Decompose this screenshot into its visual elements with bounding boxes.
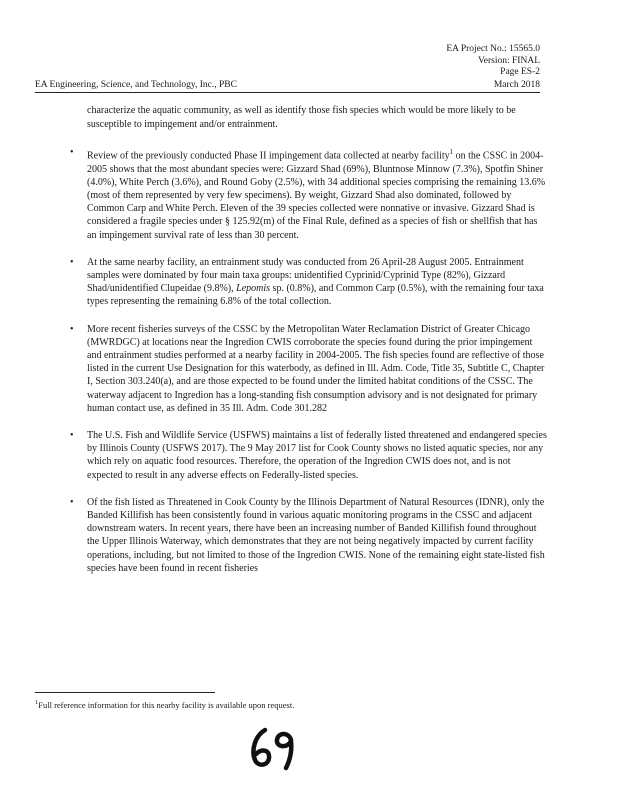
item-text-post: sp. (0.8%), and Common Carp (0.5%), with the remaining four taxa types representing the remaining 6.8% of the total collection. [87,283,544,308]
footnote [35,699,294,710]
list-item [70,496,547,575]
list-item [70,323,547,415]
findings-list [70,146,547,589]
footnote-ref: 1 [449,148,454,156]
header-project-info [446,44,540,79]
handwritten-digit-six [253,730,269,765]
list-item [70,146,547,242]
item-text: The U.S. Fish and Wildlife Service (USFWS) maintains a list of federally listed threatened and endangered species by Illinois County (USFWS 2017). The 9 May 2017 list for Cook County shows no listed aquatic species, nor any which rely on aquatic food resources. Therefore, the operation of the Ingredion CWIS does not, and is not expected to result in any adverse effects on Federally-listed species. [87,429,547,481]
handwritten-page-number [245,722,305,772]
item-text: Of the fish listed as Threatened in Cook County by the Illinois Department of Natural Resources (IDNR), only the Banded Killifish has been consistently found in various aquatic monitoring programs in the CSSC and adjacent downstream waters. In recent years, there have been an increasing number of Banded Killifish found throughout the Upper Illinois Waterway, which demonstrates that they are not being negatively impacted by current facility operations, including, but not limited to those of the Ingredion CWIS. None of the remaining eight state-listed fish species have been found in recent fisheries [87,496,545,574]
bullet-glyph: • [70,147,74,158]
footnote-rule [35,692,215,693]
report-date: March 2018 [493,80,540,90]
project-number: EA Project No.: 15565.0 [446,44,540,54]
bullet-glyph: • [70,256,74,268]
company-name: EA Engineering, Science, and Technology, Inc., PBC [35,80,237,90]
header-rule [35,92,540,93]
intro-paragraph: characterize the aquatic community, as well as identify those fish species which would be more likely to be susceptible to impingement and/or entrainment. [87,105,516,131]
bullet-glyph: • [70,429,74,441]
item-text-post: on the CSSC in 2004-2005 shows that the most abundant species were: Gizzard Shad (69%), Bluntnose Minnow (7.3%), Spotfin Shiner (4.0%), White Perch (3.6%), and Round Goby (2.5%), with 34 additional species comprising the remaining 13.6% (most of them represented by very few specimens). By weight, Gizzard Shad also dominated, followed by Common Carp and White Perch. Eleven of the 39 species collected were nonnative or invasive. Gizzard Shad is considered a fragile species under § 125.92(m) of the Final Rule, defined as a species of fish or shellfish that has an impingement survival rate of less than 30 percent. [87,150,546,241]
bullet-glyph: • [70,323,74,335]
list-item [70,256,547,309]
item-text: More recent fisheries surveys of the CSSC by the Metropolitan Water Reclamation District of Greater Chicago (MWRDGC) at locations near the Ingredion CWIS corroborate the species found during the prior impingement and entrainment studies performed at a nearby facility in 2004-2005. The fish species found are reflective of those listed in the current Use Designation for this waterbody, as defined in Ill. Adm. Code, Title 35, Subtitle C, Chapter I, Section 303.240(a), and are those expected to be found under the limited habitat conditions of the CSSC. The waterway adjacent to Ingredion has a long-standing fish consumption advisory and is not designated for primary human contact use, as defined in 35 Ill. Adm. Code 301.282 [87,323,545,414]
item-text-pre: At the same nearby facility, an entrainment study was conducted from 26 April-28 August 2005. Entrainment samples were dominated by four main taxa groups: unidentified Cyprinid/Cyprinid Type (82%), Gizzard Shad/unidentified Clupeidae (9.8%), [87,256,524,295]
list-item [70,429,547,482]
footnote-mark: 1 [35,699,39,706]
handwritten-digit-nine [277,734,291,768]
page-number: Page ES-2 [500,67,540,77]
item-text-pre: Review of the previously conducted Phase II impingement data collected at nearby facility [87,150,450,162]
version-label: Version: FINAL [477,55,540,66]
footnote-text: Full reference information for this nearby facility is available upon request. [38,699,295,710]
item-text-italic: Lepomis [236,283,271,295]
bullet-glyph: • [70,496,74,508]
